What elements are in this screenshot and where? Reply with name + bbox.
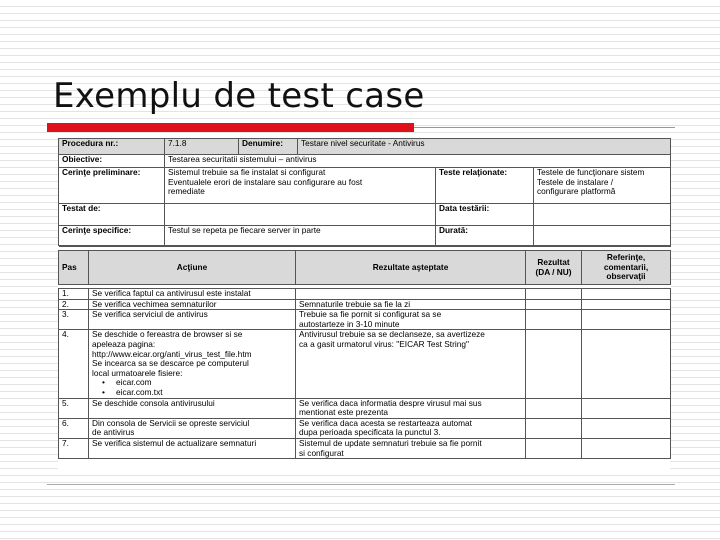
obiective-value: Testarea securitatii sistemului – antivirus [165, 155, 671, 168]
procedura-label: Procedura nr.: [59, 139, 165, 155]
col-header-referinte-line: Referinţe, [606, 252, 646, 263]
cerinte-preliminare-line: Sistemul trebuie sa fie instalat si configurat [168, 167, 326, 177]
slide-title: Exemplu de test case [53, 76, 425, 116]
step-expected-line: dupa perioada specificata la punctul 3. [299, 427, 441, 438]
step-number: 4. [59, 330, 89, 398]
step-expected-line: mentionat este prezenta [299, 407, 389, 418]
step-action-line: de antivirus [92, 427, 135, 438]
step-expected [296, 398, 526, 418]
step-result [526, 330, 582, 398]
table-row [59, 398, 671, 418]
step-result [526, 398, 582, 418]
step-action-line: Se incearca sa se descarce pe computerul [92, 358, 249, 369]
step-action-line: Din consola de Servicii se opreste serviciul [92, 418, 250, 428]
teste-relationate-line: Testele de funcţionare sistem [537, 167, 645, 177]
step-notes [582, 330, 671, 398]
step-expected-line: Antivirusul trebuie sa se declanseze, sa avertizeze [299, 329, 485, 340]
step-notes [582, 398, 671, 418]
step-expected [296, 438, 526, 458]
header-row-obiective [59, 155, 671, 168]
step-result [526, 289, 582, 300]
cerinte-specifice-label: Cerinţe specifice: [59, 226, 165, 246]
testat-value [165, 204, 436, 226]
col-header-pas: Pas [59, 251, 89, 285]
step-action-line: apeleaza pagina: [92, 338, 156, 349]
procedura-value: 7.1.8 [165, 139, 239, 155]
col-header-rezultat-line: Rezultat [537, 256, 570, 267]
step-expected-line: Se verifica daca acesta se restarteaza automat [299, 418, 472, 428]
test-case-header-table [58, 138, 671, 246]
step-action-line: Se verifica sistemul de actualizare semnaturi [92, 438, 257, 448]
step-action [89, 289, 296, 300]
header-row-procedura [59, 139, 671, 155]
step-expected-line: Semnaturile trebuie sa fie la zi [299, 299, 411, 309]
step-action-line: Se deschide consola antivirusului [92, 398, 215, 408]
test-steps-table [58, 246, 671, 459]
step-action [89, 438, 296, 458]
step-action [89, 398, 296, 418]
cerinte-preliminare-line: Eventualele erori de instalare sau configurare au fost [168, 176, 363, 187]
title-rule [414, 127, 675, 128]
title-accent-bar [47, 123, 414, 132]
col-header-rezultat [526, 251, 582, 285]
step-number: 5. [59, 398, 89, 418]
step-action-line: Se deschide o fereastra de browser si se [92, 329, 243, 340]
step-expected [296, 289, 526, 300]
table-row [59, 330, 671, 398]
step-expected-line: Sistemul de update semnaturi trebuie sa fie pornit [299, 438, 482, 448]
file-bullet-item: • eicar.com [92, 378, 292, 388]
step-number: 7. [59, 438, 89, 458]
denumire-value: Testare nivel securitate - Antivirus [298, 139, 671, 155]
step-result [526, 418, 582, 438]
cerinte-preliminare-line: remediate [168, 186, 205, 197]
step-number: 3. [59, 310, 89, 330]
cerinte-preliminare-value [165, 168, 436, 204]
col-header-referinte-line: observaţii [606, 271, 646, 282]
step-action-line: local urmatoarele fisiere: [92, 367, 183, 378]
durata-label: Durată: [436, 226, 534, 246]
step-expected [296, 418, 526, 438]
footer-rule [47, 484, 675, 485]
step-notes [582, 299, 671, 310]
obiective-label: Obiective: [59, 155, 165, 168]
cerinte-specifice-value: Testul se repeta pe fiecare server in parte [165, 226, 436, 246]
step-action [89, 310, 296, 330]
step-number: 1. [59, 289, 89, 300]
step-expected-line: si configurat [299, 447, 344, 458]
file-bullet-item: • eicar.com.txt [92, 388, 292, 398]
table-row [59, 418, 671, 438]
cerinte-preliminare-label: Cerinţe preliminare: [59, 168, 165, 204]
col-header-referinte [582, 251, 671, 285]
col-header-rezultat-line: (DA / NU) [535, 266, 572, 277]
table-row [59, 310, 671, 330]
step-action [89, 299, 296, 310]
step-action-line: Se verifica serviciul de antivirus [92, 309, 208, 320]
header-row-testat [59, 204, 671, 226]
step-result [526, 299, 582, 310]
step-expected [296, 299, 526, 310]
step-number: 2. [59, 299, 89, 310]
table-row [59, 438, 671, 458]
step-action-line: http://www.eicar.org/anti_virus_test_file.htm [92, 348, 252, 359]
step-action-line: Se verifica faptul ca antivirusul este instalat [92, 288, 251, 298]
data-testarii-label: Data testării: [436, 204, 534, 226]
step-notes [582, 418, 671, 438]
col-header-actiune: Acţiune [89, 251, 296, 285]
step-action [89, 330, 296, 398]
step-expected-line: Trebuie sa fie pornit si configurat sa se [299, 309, 442, 320]
step-action [89, 418, 296, 438]
teste-relationate-line: configurare platformă [537, 186, 616, 197]
step-notes [582, 438, 671, 458]
step-expected [296, 310, 526, 330]
step-notes [582, 289, 671, 300]
test-case-document [58, 138, 670, 474]
table-row [59, 299, 671, 310]
durata-value [534, 226, 671, 246]
step-number: 6. [59, 418, 89, 438]
data-testarii-value [534, 204, 671, 226]
header-row-cerinte-specifice [59, 226, 671, 246]
step-expected [296, 330, 526, 398]
table-row [59, 289, 671, 300]
col-header-rezultate: Rezultate aşteptate [296, 251, 526, 285]
col-header-referinte-line: comentarii, [603, 261, 649, 272]
step-expected-line: ca a gasit urmatorul virus: "EICAR Test String" [299, 338, 469, 349]
step-expected-line: Se verifica daca informatia despre virusul mai sus [299, 398, 482, 408]
steps-header-row [59, 251, 671, 285]
step-expected-line: autostarteze in 3-10 minute [299, 318, 400, 329]
teste-relationate-value [534, 168, 671, 204]
step-result [526, 438, 582, 458]
teste-relationate-line: Testele de instalare / [537, 176, 614, 187]
teste-relationate-label: Teste relaţionate: [436, 168, 534, 204]
step-result [526, 310, 582, 330]
denumire-label: Denumire: [239, 139, 298, 155]
step-notes [582, 310, 671, 330]
header-row-cerinte-preliminare [59, 168, 671, 204]
step-action-line: Se verifica vechimea semnaturilor [92, 299, 217, 309]
testat-label: Testat de: [59, 204, 165, 226]
